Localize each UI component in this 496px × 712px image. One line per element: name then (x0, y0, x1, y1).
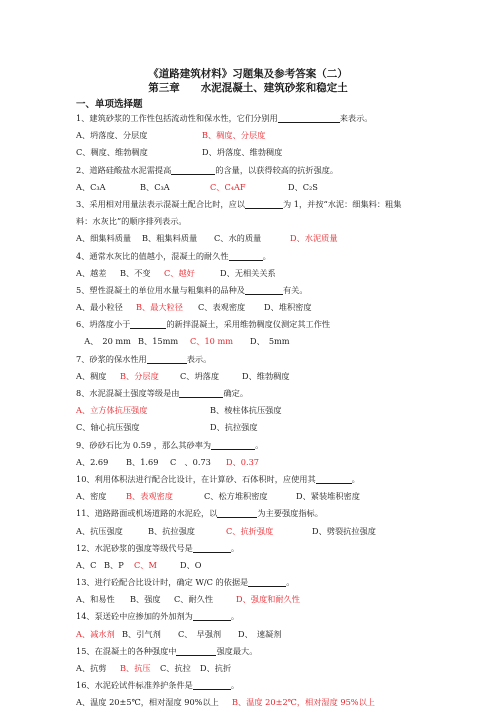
text-segment: B、粗集料质量 (142, 233, 198, 244)
correct-answer-option: B、最大粒径 (136, 302, 183, 313)
text-line (76, 505, 426, 522)
text-segment: C、水的质量 (214, 233, 262, 244)
text-segment: 5、塑性混凝土的单位用水量与粗集料的品种及 (76, 284, 245, 295)
text-segment: C、轴心抗压强度 (76, 422, 140, 433)
answer-blank (193, 680, 231, 690)
text-segment: D、C₂S (288, 181, 318, 192)
text-segment: 。 (286, 577, 295, 588)
answer-blank (278, 113, 340, 123)
text-line (76, 643, 426, 660)
text-segment: A、坍落度、分层度 (76, 130, 148, 141)
text-line (76, 454, 426, 471)
text-line (76, 179, 426, 196)
text-segment: B、抗拉强度 (148, 525, 195, 536)
text-segment: 。 (351, 473, 360, 484)
text-line (76, 677, 426, 694)
text-line (76, 419, 426, 436)
text-segment: A、C₃A (76, 181, 106, 192)
answer-blank (130, 319, 166, 329)
text-line (76, 316, 426, 333)
text-line (76, 333, 426, 350)
answer-blank (248, 577, 286, 587)
correct-answer-option: D、0.37 (226, 456, 259, 467)
text-segment: 的新拌混凝土，采用维勃稠度仪测定其工作性 (166, 319, 331, 330)
text-segment: 。 (230, 542, 240, 553)
correct-answer-option: B、温度 20±2℃，相对湿度 95%以上 (232, 697, 375, 708)
text-segment: 11、道路路面或机场道路的水泥砼，以 (76, 508, 218, 519)
text-segment: 6、坍落度小于 (76, 319, 131, 330)
text-segment: D、抗折 (200, 663, 232, 673)
answer-blank (176, 646, 216, 656)
text-segment: A、最小粒径 (76, 302, 123, 313)
text-line (76, 488, 426, 505)
text-segment: 。 (255, 439, 264, 450)
text-segment: A、C (76, 559, 97, 570)
text-segment: 2、道路硅酸盐水泥需提高 (76, 164, 172, 175)
answer-blank (193, 611, 231, 621)
text-segment: 。 (262, 250, 271, 261)
answer-blank (316, 474, 352, 484)
text-segment: D、劈裂抗拉强度 (312, 525, 376, 536)
text-line (76, 282, 426, 299)
correct-answer-option: D、强度和耐久性 (236, 594, 300, 605)
text-segment: B、引气剂 (122, 628, 161, 639)
text-line (76, 574, 426, 591)
correct-answer-option: B、稠度、分层度 (202, 130, 266, 141)
text-line (76, 213, 426, 230)
answer-blank (171, 165, 215, 175)
text-segment: 12、水泥砂浆的强度等级代号是 (76, 542, 193, 553)
text-segment: A、温度 20±5℃，相对湿度 90%以上 (76, 697, 219, 708)
text-line (76, 694, 426, 711)
text-segment: A、 20 mm (76, 336, 131, 347)
text-line (76, 471, 426, 488)
text-segment: D、O (180, 559, 202, 570)
text-segment: B、1.69 (126, 456, 159, 467)
text-segment: A、越差 (76, 267, 107, 278)
text-segment: D、 5mm (250, 336, 290, 347)
correct-answer-option: B、抗压 (120, 663, 151, 673)
text-segment: 1、建筑砂浆的工作性包括流动性和保水性，它们分别用 (76, 113, 278, 123)
text-segment: A、稠度 (76, 370, 107, 381)
text-segment: C、耐久性 (174, 594, 214, 605)
answer-blank (229, 251, 263, 261)
text-segment: C、表观密度 (198, 302, 246, 313)
text-line (76, 557, 426, 574)
text-segment: B、不变 (120, 267, 151, 278)
text-segment: A、密度 (76, 491, 107, 502)
text-segment: A、细集料质量 (76, 233, 132, 244)
text-line (76, 523, 426, 540)
text-segment: 16、水泥砼试件标准养护条件是 (76, 680, 193, 691)
section-heading: 一、单项选择题 (76, 99, 143, 110)
text-line (76, 626, 426, 643)
text-segment: D、 速凝剂 (238, 628, 282, 639)
text-segment: C 、0.73 (170, 456, 211, 467)
answer-blank (179, 388, 223, 398)
text-segment: C、松方堆积密度 (204, 491, 268, 502)
text-segment: 。 (230, 611, 240, 622)
text-segment: 3、采用相对用量法表示混凝土配合比时，应以 (76, 198, 245, 209)
text-segment: 10、利用体积法进行配合比设计，在计算砂、石体积时，应使用其 (76, 473, 316, 484)
text-line (76, 144, 426, 161)
text-segment: B、C₃A (140, 181, 170, 192)
text-segment: B、15mm (138, 336, 179, 347)
answer-blank (245, 199, 283, 209)
text-segment: 13、进行砼配合比设计时，确定 W/C 的依据是 (76, 577, 249, 588)
text-segment: D、紧装堆积密度 (296, 491, 360, 502)
correct-answer-option: C、10 mm (190, 336, 234, 347)
text-line (76, 248, 426, 265)
text-segment: C、抗拉 (160, 663, 191, 673)
text-line (76, 299, 426, 316)
text-segment: 确定。 (223, 388, 249, 398)
text-segment: 料：水灰比”的顺序排列表示。 (76, 216, 187, 227)
text-segment: 14、泵送砼中应掺加的外加剂为 (76, 611, 193, 622)
text-segment: 来表示。 (339, 113, 373, 123)
text-line (76, 591, 426, 608)
answer-blank (147, 354, 187, 364)
correct-answer-option: A、减水剂 (76, 628, 115, 639)
correct-answer-option: C、抗折强度 (226, 525, 274, 536)
text-segment: 为主要强度指标。 (257, 508, 323, 519)
text-segment: A、抗剪 (76, 663, 107, 673)
text-segment: D、坍落度、维勃稠度 (202, 147, 283, 158)
text-segment: D、抗拉强度 (210, 422, 258, 433)
correct-answer-option: C、越好 (164, 267, 195, 278)
correct-answer-option: B、表观密度 (126, 491, 173, 502)
correct-answer-option: C、C₄AF (210, 181, 246, 192)
text-segment: 8、水泥混凝土强度等级是由 (76, 388, 180, 398)
text-segment: C、 早强剂 (178, 628, 222, 639)
text-segment: 有关。 (282, 284, 308, 295)
text-segment: D、堆积密度 (264, 302, 312, 313)
text-segment: A、抗压强度 (76, 525, 123, 536)
text-segment: 的含量，以获得较高的抗折强度。 (215, 164, 339, 175)
text-line (76, 402, 426, 419)
correct-answer-option: B、分层度 (120, 370, 159, 381)
text-segment: B、强度 (130, 594, 161, 605)
document-title: 《道路建筑材料》习题集及参考答案（二） (148, 68, 348, 80)
text-line (76, 437, 426, 454)
answer-blank (193, 543, 231, 553)
text-line (76, 660, 426, 677)
text-segment: C、稠度、维勃稠度 (76, 147, 148, 158)
text-line (76, 608, 426, 625)
text-segment: 表示。 (186, 353, 212, 364)
text-line (76, 540, 426, 557)
text-line (76, 196, 426, 213)
text-segment: 强度最大。 (216, 645, 258, 656)
text-segment: 。 (230, 680, 240, 691)
answer-blank (245, 285, 283, 295)
correct-answer-option: D、水泥质量 (290, 233, 338, 244)
text-line (76, 230, 426, 247)
text-segment: 为 1，并按“水泥：细集料：粗集 (282, 198, 402, 209)
correct-answer-option: A、立方体抗压强度 (76, 405, 148, 416)
text-segment: B、P (104, 559, 124, 570)
text-segment: 9、砂砂石比为 0.59 ，那么其砂率为 (76, 439, 212, 450)
text-segment: B、棱柱体抗压强度 (210, 405, 282, 416)
text-line (76, 385, 426, 402)
text-line (76, 368, 426, 385)
text-segment: D、无相关关系 (220, 267, 276, 278)
question-list (76, 110, 426, 712)
text-line (76, 265, 426, 282)
text-line (76, 351, 426, 368)
text-segment: 7、砂浆的保水性用 (76, 353, 147, 364)
text-segment: D、维勃稠度 (242, 370, 290, 381)
correct-answer-option: C、M (134, 559, 157, 570)
text-segment: C、坍落度 (180, 370, 220, 381)
text-segment: A、和易性 (76, 594, 115, 605)
answer-blank (211, 440, 255, 450)
chapter-heading: 第三章 水泥混凝土、建筑砂浆和稳定土 (148, 82, 348, 94)
text-segment: 15、在混凝土的各种强度中 (76, 645, 177, 656)
text-line (76, 162, 426, 179)
answer-blank (217, 508, 257, 518)
text-segment: A、2.69 (76, 456, 109, 467)
text-line (76, 110, 426, 127)
text-line (76, 127, 426, 144)
text-segment: 4、通常水灰比的值越小，混凝土的耐久性 (76, 250, 229, 261)
